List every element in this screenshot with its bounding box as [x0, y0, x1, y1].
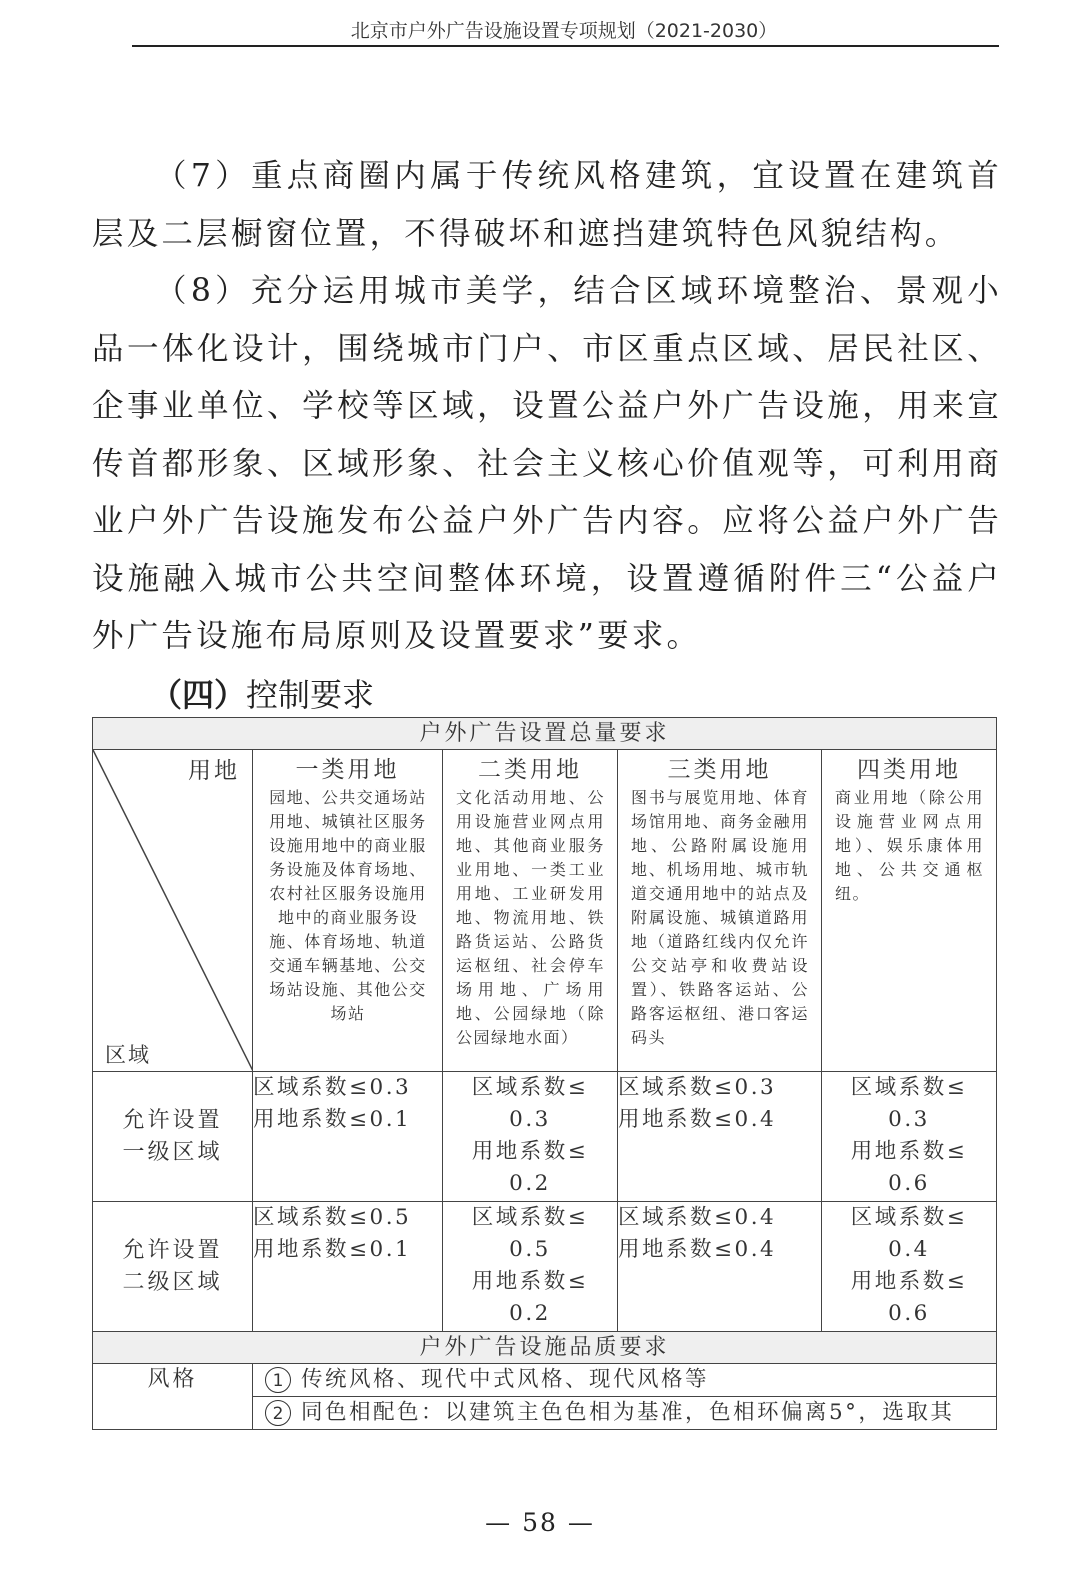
category-title: 二类用地 — [478, 757, 582, 783]
style-label: 风格 — [93, 1364, 253, 1430]
row-label-primary-zone: 允许设置 一级区域 — [93, 1072, 253, 1202]
coefficient-cell: 区域系数≤0.5 用地系数≤0.1 — [253, 1202, 443, 1332]
style-item: 1 传统风格、现代中式风格、现代风格等 — [253, 1364, 997, 1397]
category-description: 图书与展览用地、体育场馆用地、商务金融用地、公路附属设施用地、机场用地、城市轨道交通用地中的站点及附属设施、城镇道路用地（道路红线内仅允许公交站亭和收费站设置）、铁路客运站、公路客运枢纽、港口客运码头 — [631, 788, 809, 1047]
total-requirements-banner: 户外广告设置总量要求 — [93, 718, 997, 750]
corner-label-land-use: 用地 — [188, 758, 240, 784]
category-description: 园地、公共交通场站用地、城镇社区服务设施用地中的商业服务设施及体育场地、农村社区服务设施用地中的商业服务设施、体育场地、轨道交通车辆基地、公交场站设施、其他公交场站 — [269, 788, 427, 1023]
corner-diagonal-line — [93, 750, 253, 1071]
category-description: 文化活动用地、公用设施营业网点用地、其他商业服务业用地、一类工业用地、工业研发用地、物流用地、铁路货运站、公路货运枢纽、社会停车场用地、广场用地、公园绿地（除公园绿地水面） — [456, 788, 605, 1047]
page-number: — 58 — — [485, 1508, 595, 1537]
coefficient-cell: 区域系数≤ 0.3 用地系数≤ 0.6 — [822, 1072, 997, 1202]
style-item: 2 同色相配色：以建筑主色色相为基准，色相环偏离5°，选取其 — [253, 1397, 997, 1430]
quality-requirements-banner: 户外广告设施品质要求 — [93, 1332, 997, 1364]
coefficient-cell: 区域系数≤0.4 用地系数≤0.4 — [618, 1202, 822, 1332]
section-title: 控制要求 — [246, 676, 375, 714]
paragraph-8: （8）充分运用城市美学，结合区域环境整治、景观小品一体化设计，围绕城市门户、市区重点区域、居民社区、企事业单位、学校等区域，设置公益户外广告设施，用来宣传首都形象、区域形象、社会主义核心价值观等，可利用商业户外广告设施发布公益户外广告内容。应将公益户外广告设施融入城市公共空间整体环境，设置遵循附件三“公益户外广告设施布局原则及设置要求”要求。 — [92, 273, 1002, 654]
coefficient-cell: 区域系数≤ 0.4 用地系数≤ 0.6 — [822, 1202, 997, 1332]
category-title: 四类用地 — [857, 757, 961, 783]
header-rule — [132, 45, 999, 47]
coefficient-cell: 区域系数≤0.3 用地系数≤0.1 — [253, 1072, 443, 1202]
category-class-1 — [253, 750, 443, 1072]
body-text — [92, 148, 1002, 666]
coefficient-cell: 区域系数≤ 0.5 用地系数≤ 0.2 — [443, 1202, 618, 1332]
circled-number-2: 2 — [265, 1400, 291, 1426]
section-number: （四） — [150, 676, 247, 714]
category-class-3 — [618, 750, 822, 1072]
document-header-title: 北京市户外广告设施设置专项规划（2021-2030） — [350, 20, 778, 42]
coefficient-cell: 区域系数≤ 0.3 用地系数≤ 0.2 — [443, 1072, 618, 1202]
row-label-secondary-zone: 允许设置 二级区域 — [93, 1202, 253, 1332]
paragraph-7: （7）重点商圈内属于传统风格建筑，宜设置在建筑首层及二层橱窗位置，不得破坏和遮挡建筑特色风貌结构。 — [92, 158, 1002, 252]
category-title: 三类用地 — [667, 757, 772, 783]
section-heading — [150, 672, 374, 718]
category-description: 商业用地（除公用设施营业网点用地）、娱乐康体用地、公共交通枢纽。 — [835, 788, 984, 903]
category-title: 一类用地 — [295, 757, 400, 783]
category-class-2 — [443, 750, 618, 1072]
circled-number-1: 1 — [265, 1367, 291, 1393]
corner-label-zone: 区域 — [105, 1043, 151, 1067]
table-corner-cell — [93, 750, 253, 1072]
coefficient-cell: 区域系数≤0.3 用地系数≤0.4 — [618, 1072, 822, 1202]
category-class-4 — [822, 750, 997, 1072]
control-requirements-table — [92, 717, 997, 1430]
